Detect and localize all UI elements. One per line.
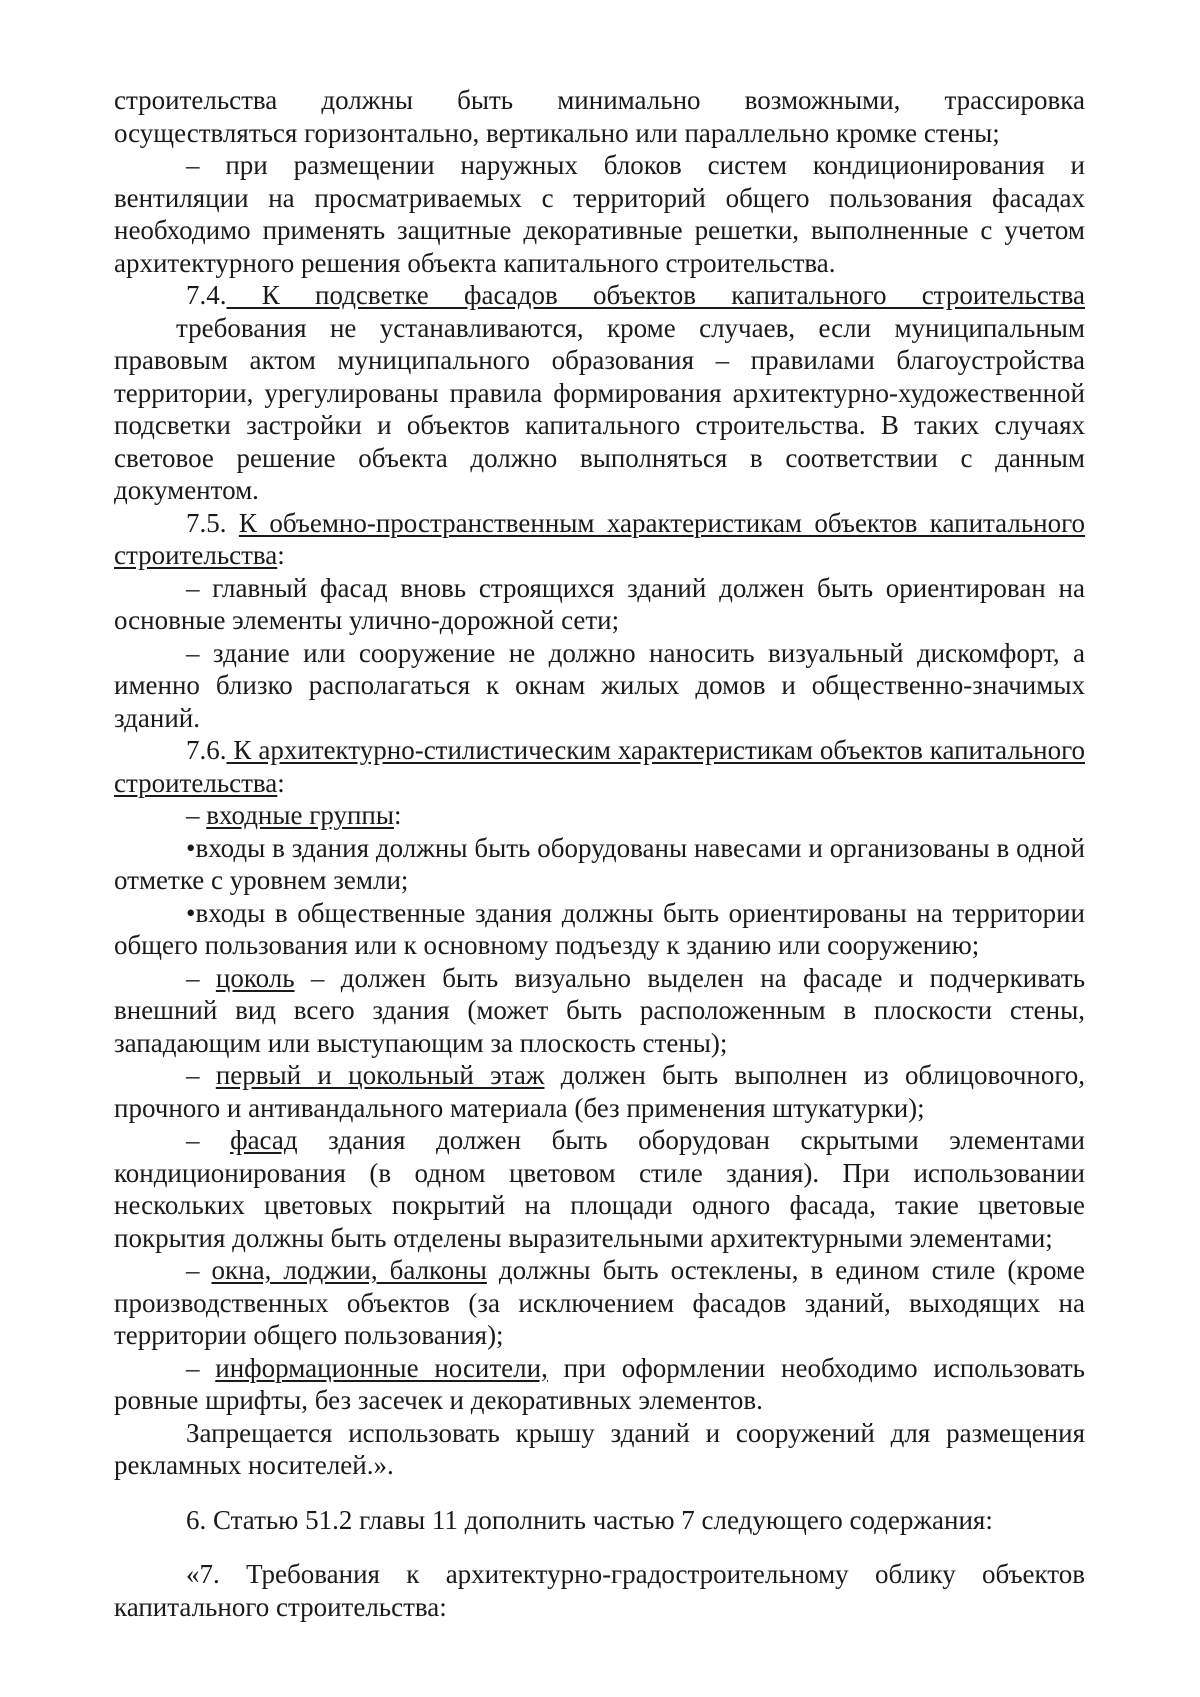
term-label: первый и цокольный этаж bbox=[215, 1060, 545, 1090]
heading-colon: : bbox=[277, 767, 285, 798]
section-7-4-text: требования не устанавливаются, кроме случаев, если муниципальным правовым актом муниципального образования – правилами благоустройства территории, урегулированы правила формирования архитектурно-художественной подсветки застройки и объектов капитального строительства. В таких случаях световое решение объекта должно выполняться в соответствии с данным документом. bbox=[114, 312, 1085, 505]
term-label: цоколь bbox=[215, 962, 295, 993]
heading-colon: : bbox=[277, 540, 285, 570]
term-label: входные группы bbox=[206, 800, 395, 830]
dash: – bbox=[186, 1255, 212, 1285]
section-number: 7.6. bbox=[186, 735, 227, 765]
term-text: должен быть выполнен из облицовочного, прочного и антивандального материала (без применения штукатурки); bbox=[114, 1060, 1086, 1123]
term-label: информационные носители, bbox=[215, 1352, 548, 1383]
amendment-item-6: 6. Статью 51.2 главы 11 дополнить частью 7 следующего содержания: bbox=[186, 1504, 993, 1535]
bullet-item: •входы в здания должны быть оборудованы навесами и организованы в одной отметке с уровнем земли; bbox=[114, 832, 1085, 895]
document-page bbox=[114, 84, 1085, 1623]
list-item-entry-groups bbox=[114, 799, 1085, 832]
list-item: – главный фасад вновь строящихся зданий должен быть ориентирован на основные элементы улично-дорожной сети; bbox=[114, 572, 1085, 635]
term-label: фасад bbox=[230, 1125, 298, 1155]
term-text: при оформлении необходимо использовать ровные шрифты, без засечек и декоративных элементов. bbox=[114, 1352, 1085, 1415]
term-text: – должен быть визуально выделен на фасаде и подчеркивать внешний вид всего здания (может быть расположенным в плоскости стены, западающим или выступающим за плоскость стены); bbox=[114, 962, 1086, 1058]
dash: – bbox=[186, 1125, 231, 1155]
paragraph-air-conditioning: – при размещении наружных блоков систем кондиционирования и вентиляции на просматриваемых с территорий общего пользования фасадах необходимо применять защитные декоративные решетки, выполненные с учетом архитектурного решения объекта капитального строительства. bbox=[114, 150, 1085, 278]
paragraph-continuation: строительства должны быть минимально возможными, трассировка осуществляться горизонтально, вертикально или параллельно кромке стены; bbox=[114, 85, 1085, 148]
list-item-windows bbox=[114, 1254, 1085, 1352]
section-number: 7.4. bbox=[186, 280, 227, 310]
dash: – bbox=[186, 1060, 216, 1090]
list-item-plinth bbox=[114, 962, 1085, 1060]
quoted-section-7: «7. Требования к архитектурно-градостроительному облику объектов капитального строительства: bbox=[114, 1559, 1085, 1622]
term-text: здания должен быть оборудован скрытыми элементами кондиционирования (в одном цветовом стиле здания). При использовании нескольких цветовых покрытий на площади одного фасада, такие цветовые покрытия должны быть отделены выразительными архитектурными элементами; bbox=[114, 1125, 1086, 1253]
prohibition-paragraph: Запрещается использовать крышу зданий и сооружений для размещения рекламных носителей.». bbox=[114, 1417, 1085, 1480]
dash: – bbox=[186, 962, 216, 993]
dash: – bbox=[186, 800, 207, 830]
section-7-6-heading bbox=[114, 734, 1085, 799]
term-colon: : bbox=[394, 800, 402, 830]
list-item: – здание или сооружение не должно наносить визуальный дискомфорт, а именно близко располагаться к окнам жилых домов и общественно-значимых зданий. bbox=[114, 637, 1085, 733]
section-7-4-heading bbox=[114, 279, 1085, 312]
section-number: 7.5. bbox=[186, 507, 239, 538]
bullet-item: •входы в общественные здания должны быть ориентированы на территории общего пользования или к основному подъезду к зданию или сооружению; bbox=[114, 897, 1085, 960]
section-heading: К архитектурно-стилистическим характеристикам объектов капитального строительства bbox=[114, 735, 1085, 798]
term-label: окна, лоджии, балконы bbox=[211, 1255, 487, 1285]
list-item-info-carriers bbox=[114, 1352, 1085, 1417]
section-heading: К объемно-пространственным характеристикам объектов капитального строительства bbox=[114, 507, 1086, 570]
section-heading: К подсветке фасадов объектов капитального строительства bbox=[226, 280, 1085, 310]
term-text: должны быть остеклены, в едином стиле (кроме производственных объектов (за исключением фасадов зданий, выходящих на территории общего пользования); bbox=[114, 1255, 1085, 1350]
section-7-5-heading bbox=[114, 507, 1085, 572]
dash: – bbox=[186, 1352, 216, 1383]
list-item-ground-floor bbox=[114, 1059, 1085, 1124]
list-item-facade bbox=[114, 1124, 1085, 1254]
